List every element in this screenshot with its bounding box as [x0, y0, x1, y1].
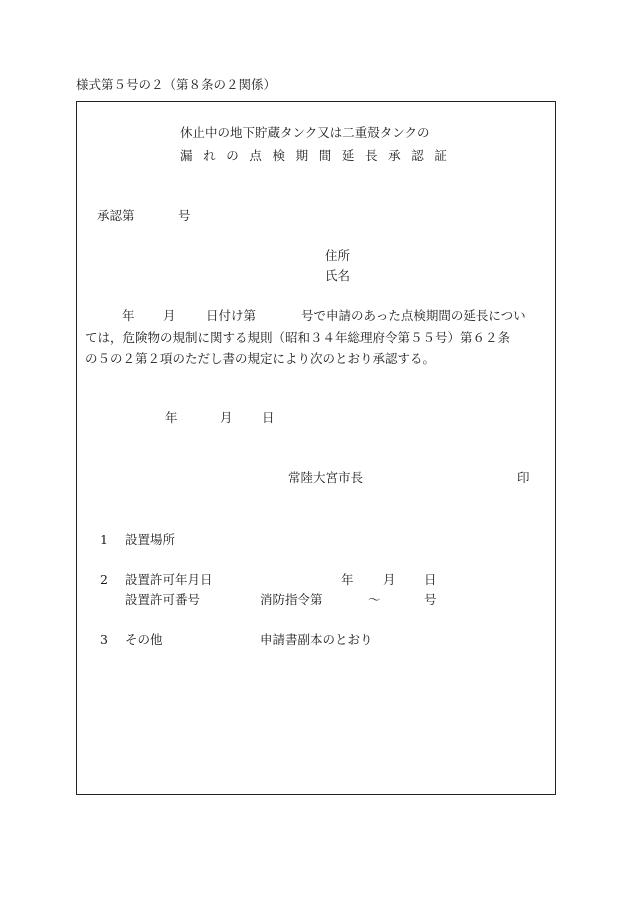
- item-1-label: 設置場所: [125, 532, 176, 547]
- body-line-2: ては，危険物の規制に関する規則（昭和３４年総理府令第５５号）第６２条: [85, 330, 511, 345]
- title-line-2: 漏れの点検期間延長承認証: [180, 148, 458, 163]
- approval-number-suffix: 号: [178, 208, 191, 223]
- seal-mark: 印: [517, 470, 530, 485]
- body-line-3: の５の２第２項のただし書の規定により次のとおり承認する。: [85, 351, 436, 366]
- certificate-frame: [76, 101, 556, 795]
- form-label: 様式第５号の２（第８条の２関係）: [76, 77, 277, 92]
- item-2-year: 年: [341, 572, 354, 587]
- approval-number-prefix: 承認第: [97, 208, 135, 223]
- item-1-number: 1: [100, 532, 108, 547]
- item-2-tilde: ～: [368, 592, 381, 607]
- item-2-month: 月: [383, 572, 396, 587]
- title-line-1: 休止中の地下貯蔵タンク又は二重殻タンクの: [180, 125, 430, 140]
- item-3-label: その他: [125, 632, 163, 647]
- issuer-name: 常陸大宮市長: [288, 470, 364, 485]
- issue-year: 年: [165, 410, 178, 425]
- item-2-sublabel: 設置許可番号: [125, 592, 201, 607]
- body-date-prefix: 日付け第: [206, 308, 257, 323]
- item-3-number: 3: [100, 632, 108, 647]
- item-2-order-prefix: 消防指令第: [260, 592, 323, 607]
- item-3-value: 申請書副本のとおり: [260, 632, 373, 647]
- applicant-address-label: 住所: [325, 248, 351, 263]
- applicant-name-label: 氏名: [325, 268, 351, 283]
- item-2-suffix: 号: [424, 592, 437, 607]
- body-year: 年: [122, 308, 135, 323]
- item-2-label: 設置許可年月日: [125, 572, 213, 587]
- body-line-1-rest: 号で申請のあった点検期間の延長につい: [301, 308, 526, 323]
- issue-day: 日: [262, 410, 275, 425]
- item-2-day: 日: [424, 572, 437, 587]
- issue-month: 月: [220, 410, 233, 425]
- item-2-number: 2: [100, 572, 108, 587]
- body-month: 月: [163, 308, 176, 323]
